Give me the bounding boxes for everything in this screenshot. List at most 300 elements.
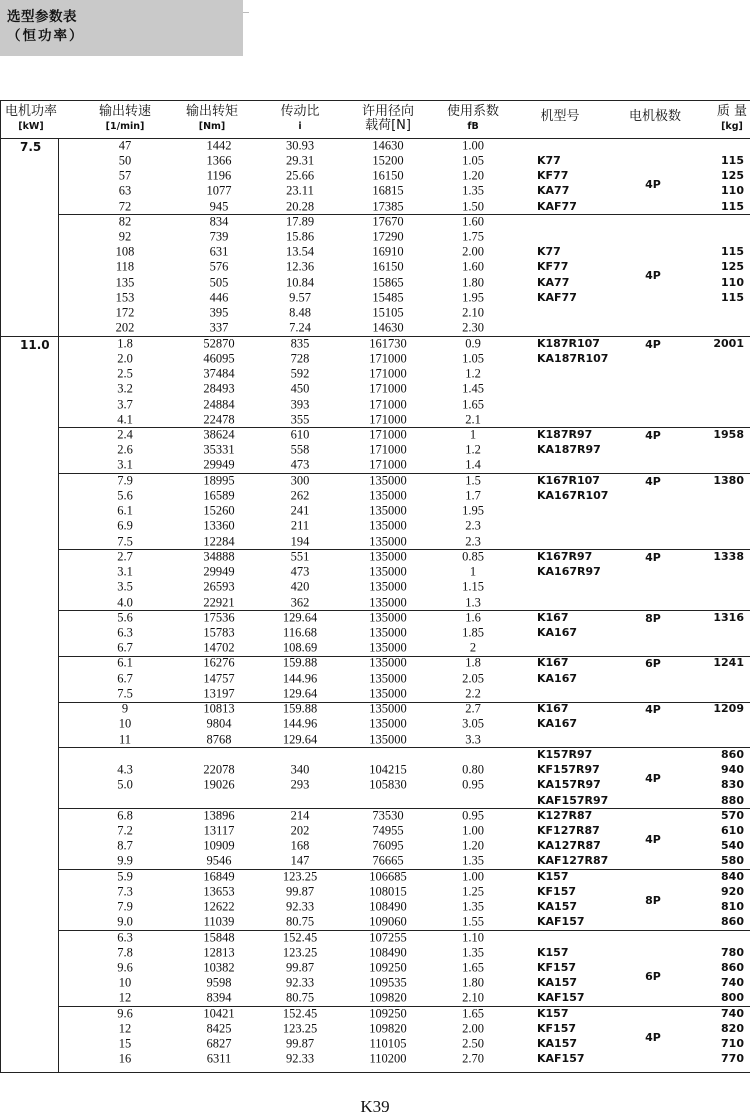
page-subtitle: （恒功率） [7,28,85,44]
table-cell: 105830 [369,777,407,792]
table-cell: 558 [290,442,310,457]
table-cell: 1.4 [465,457,481,472]
table-cell: 8768 [206,732,232,747]
table-cell: 728 [290,351,310,366]
table-cell: 50 [118,153,132,168]
table-cell: 5.6 [117,488,133,503]
table-cell: 16849 [203,869,235,884]
table-cell: 80.75 [285,990,315,1005]
table-cell: 473 [290,457,310,472]
table-cell: 300 [290,473,310,488]
table-cell: 1.5 [465,473,481,488]
table-cell: 171000 [369,427,407,442]
table-cell: 108490 [369,899,407,914]
table-cell: 945 [209,199,229,214]
table-cell: 5.0 [117,777,133,792]
table-cell: 0.9 [465,336,481,351]
column-header: 输出转速 [98,104,152,119]
table-cell: 147 [290,853,310,868]
table-cell: 13896 [203,808,235,823]
table-cell: 171000 [369,397,407,412]
table-cell: 1.75 [462,229,484,244]
table-cell: 123.25 [282,1021,318,1036]
table-cell: 171000 [369,412,407,427]
table-cell: 161730 [369,336,407,351]
model-number: KF127R87 [537,823,600,837]
table-cell: 10 [118,975,132,990]
table-cell: 13.54 [285,244,315,259]
table-cell: 241 [290,503,310,518]
table-cell: 2.1 [465,412,481,427]
table-cell: 355 [290,412,310,427]
column-header: 机型号 [540,109,580,124]
table-cell: 26593 [203,579,235,594]
table-cell: 76665 [372,853,404,868]
table-cell: 63 [118,183,132,198]
table-cell: 118 [115,259,135,274]
weight-value: 125 [721,260,744,274]
model-number: KA167 [537,625,577,639]
column-header: 电机功率 [4,104,58,119]
table-cell: 135000 [369,534,407,549]
table-cell: 92.33 [285,975,315,990]
pole-count: 4P [645,474,661,488]
table-cell: 17670 [372,214,404,229]
column-header-line2: 载荷[N] [365,118,411,133]
table-cell: 15865 [372,275,404,290]
model-number: KF77 [537,169,569,183]
table-cell: 108 [115,244,135,259]
table-cell: 610 [290,427,310,442]
table-cell: 6.3 [117,930,133,945]
model-number: KA167R107 [537,488,609,502]
column-unit: [kW] [18,121,44,132]
table-cell: 20.28 [285,199,315,214]
table-cell: 9.57 [289,290,311,305]
table-cell: 14702 [203,640,235,655]
table-cell: 14630 [372,138,404,153]
table-cell: 29949 [203,457,235,472]
table-cell: 2.4 [117,427,133,442]
table-cell: 135000 [369,732,407,747]
table-cell: 22921 [203,595,235,609]
table-cell: 202 [290,823,310,838]
table-cell: 106685 [369,869,407,884]
column-header: 质 量 [716,104,748,119]
table-cell: 1.20 [462,838,484,853]
weight-value: 810 [721,900,744,914]
pole-count: 4P [645,550,661,564]
column-header: 使用系数 [446,104,500,119]
model-number: KA127R87 [537,839,601,853]
table-cell: 14757 [203,671,235,686]
table-cell: 129.64 [282,686,318,701]
table-cell: 1.60 [462,259,484,274]
table-cell: 631 [209,244,229,259]
table-cell: 13117 [203,823,235,838]
model-number: K157 [537,869,569,883]
model-number: KA187R97 [537,443,601,457]
weight-value: 770 [721,1052,744,1066]
table-cell: 14630 [372,320,404,335]
table-cell: 6.9 [117,518,133,533]
column-unit: [Nm] [198,121,226,132]
model-number: KA77 [537,184,570,198]
table-cell: 1.20 [462,168,484,183]
table-cell: 1.35 [462,899,484,914]
model-number: KAF77 [537,199,577,213]
table-cell: 1.80 [462,275,484,290]
group-divider [58,808,750,809]
table-cell: 80.75 [285,914,315,929]
table-cell: 211 [290,518,310,533]
table-cell: 1196 [206,168,232,183]
table-cell: 135000 [369,549,407,564]
column-unit: fB [467,121,479,132]
table-cell: 135000 [369,625,407,640]
table-cell: 1.05 [462,351,484,366]
table-cell: 15485 [372,290,404,305]
table-cell: 1.00 [462,823,484,838]
table-cell: 1.2 [465,442,481,457]
weight-value: 2001 [713,336,744,350]
model-number: K167 [537,702,569,716]
table-cell: 13197 [203,686,235,701]
table-cell: 92.33 [285,1051,315,1066]
table-cell: 1.7 [465,488,481,503]
table-cell: 135000 [369,640,407,655]
kw-column-divider [58,138,59,1072]
table-cell: 1.95 [462,503,484,518]
weight-value: 860 [721,747,744,761]
model-number: KA157 [537,1037,577,1051]
table-cell: 99.87 [285,1036,315,1051]
model-number: K187R107 [537,336,600,350]
table-cell: 82 [118,214,132,229]
table-cell: 171000 [369,381,407,396]
model-number: K157 [537,1006,569,1020]
table-cell: 17385 [372,199,404,214]
pole-count: 4P [645,177,661,191]
table-cell: 107255 [369,930,407,945]
table-cell: 110200 [369,1051,407,1066]
table-cell: 1.95 [462,290,484,305]
model-number: K157R97 [537,747,593,761]
table-cell: 9546 [206,853,232,868]
model-number: KA167R97 [537,565,601,579]
table-cell: 1.00 [462,138,484,153]
table-cell: 505 [209,275,229,290]
table-cell: 52870 [203,336,235,351]
table-cell: 13653 [203,884,235,899]
table-cell: 1.10 [462,930,484,945]
page-title: 选型参数表 [7,9,77,25]
table-cell: 4.0 [117,595,133,609]
table-cell: 17.89 [285,214,315,229]
model-number: KF157 [537,884,576,898]
table-cell: 15 [118,1036,132,1051]
column-header: 许用径向 [361,104,415,119]
table-cell: 8.7 [117,838,133,853]
table-cell: 15783 [203,625,235,640]
model-number: KAF157 [537,1052,585,1066]
weight-value: 580 [721,854,744,868]
table-cell: 135000 [369,564,407,579]
table-cell: 1.05 [462,153,484,168]
table-cell: 17536 [203,610,235,625]
table-cell: 46095 [203,351,235,366]
table-cell: 2.30 [462,320,484,335]
table-cell: 8425 [206,1021,232,1036]
table-cell: 15260 [203,503,235,518]
model-number: KF77 [537,260,569,274]
table-cell: 28493 [203,381,235,396]
table-cell: 1 [469,564,477,579]
table-cell: 3.3 [465,732,481,747]
pole-count: 4P [645,832,661,846]
table-cell: 3.7 [117,397,133,412]
table-cell: 835 [290,336,310,351]
table-cell: 7.24 [289,320,311,335]
column-header: 电机极数 [628,109,682,124]
model-number: KA157R97 [537,778,601,792]
table-cell: 202 [115,320,135,335]
model-number: KAF77 [537,290,577,304]
pole-count: 8P [645,611,661,625]
table-cell: 110105 [369,1036,407,1051]
table-cell: 0.95 [462,808,484,823]
pole-count: 6P [645,657,661,671]
table-cell: 135000 [369,671,407,686]
table-cell: 37484 [203,366,235,381]
pole-count: 4P [645,1030,661,1044]
table-cell: 1.8 [465,655,481,670]
model-number: KF157 [537,961,576,975]
table-cell: 9 [121,701,129,716]
table-cell: 0.85 [462,549,484,564]
table-cell: 22478 [203,412,235,427]
table-cell: 135 [115,275,135,290]
table-cell: 13360 [203,518,235,533]
table-cell: 135000 [369,701,407,716]
weight-value: 1958 [713,427,744,441]
table-cell: 1.3 [465,595,481,609]
table-cell: 551 [290,549,310,564]
title-box [0,0,243,56]
table-cell: 38624 [203,427,235,442]
table-cell: 3.2 [117,381,133,396]
table-cell: 337 [209,320,229,335]
table-cell: 1.35 [462,945,484,960]
model-number: K77 [537,245,561,259]
table-cell: 159.88 [282,655,318,670]
model-number: KA157 [537,900,577,914]
power-value: 7.5 [20,140,42,154]
table-cell: 168 [290,838,310,853]
table-cell: 6.7 [117,640,133,655]
weight-value: 860 [721,961,744,975]
table-cell: 171000 [369,366,407,381]
weight-value: 820 [721,1021,744,1035]
table-cell: 1.85 [462,625,484,640]
weight-value: 780 [721,945,744,959]
table-cell: 0.95 [462,777,484,792]
table-cell: 19026 [203,777,235,792]
table-cell: 12 [118,990,132,1005]
model-number: K77 [537,153,561,167]
table-cell: 393 [290,397,310,412]
table-cell: 6311 [206,1051,232,1066]
table-cell: 99.87 [285,884,315,899]
table-cell: 6.7 [117,671,133,686]
table-cell: 10.84 [285,275,315,290]
table-cell: 9598 [206,975,232,990]
table-cell: 109060 [369,914,407,929]
table-cell: 1.65 [462,397,484,412]
model-number: KF157R97 [537,763,600,777]
table-cell: 12284 [203,534,235,549]
table-cell: 2 [469,640,477,655]
table-cell: 29949 [203,564,235,579]
table-cell: 171000 [369,442,407,457]
table-cell: 2.0 [117,351,133,366]
model-number: K167R107 [537,473,600,487]
weight-value: 540 [721,839,744,853]
table-cell: 420 [290,579,310,594]
table-cell: 144.96 [282,671,318,686]
table-cell: 6827 [206,1036,232,1051]
top-divider [243,12,249,13]
table-cell: 135000 [369,579,407,594]
table-cell: 2.05 [462,671,484,686]
table-cell: 23.11 [286,183,314,198]
table-cell: 153 [115,290,135,305]
pole-count: 8P [645,893,661,907]
table-cell: 1.2 [465,366,481,381]
table-cell: 57 [118,168,132,183]
table-cell: 1.15 [462,579,484,594]
model-number: K167R97 [537,549,593,563]
table-cell: 25.66 [285,168,315,183]
weight-value: 110 [721,275,744,289]
weight-value: 880 [721,793,744,807]
table-top-border [0,100,750,101]
weight-value: 1241 [713,656,744,670]
weight-value: 115 [721,245,744,259]
model-number: KF157 [537,1021,576,1035]
weight-value: 840 [721,869,744,883]
table-cell: 1 [469,427,477,442]
table-cell: 1.25 [462,884,484,899]
model-number: KA167 [537,671,577,685]
table-cell: 262 [290,488,310,503]
weight-value: 860 [721,915,744,929]
column-unit: [1/min] [105,121,145,132]
table-cell: 11039 [203,914,235,929]
table-cell: 2.3 [465,534,481,549]
table-cell: 592 [290,366,310,381]
table-cell: 16589 [203,488,235,503]
table-cell: 6.1 [117,655,133,670]
weight-value: 830 [721,778,744,792]
model-number: KAF157 [537,915,585,929]
table-cell: 340 [290,762,310,777]
table-cell: 2.50 [462,1036,484,1051]
table-cell: 104215 [369,762,407,777]
pole-count: 4P [645,703,661,717]
table-cell: 739 [209,229,229,244]
table-cell: 152.45 [282,1006,318,1021]
table-cell: 171000 [369,457,407,472]
table-left-border [0,100,1,1072]
model-number: K187R97 [537,427,593,441]
table-cell: 214 [290,808,310,823]
table-cell: 5.9 [117,869,133,884]
table-cell: 16 [118,1051,132,1066]
table-cell: 135000 [369,473,407,488]
model-number: KA187R107 [537,351,609,365]
table-cell: 109535 [369,975,407,990]
table-cell: 135000 [369,686,407,701]
table-cell: 2.5 [117,366,133,381]
table-cell: 16150 [372,168,404,183]
table-cell: 123.25 [282,945,318,960]
weight-value: 125 [721,169,744,183]
model-number: K167 [537,656,569,670]
model-number: KA77 [537,275,570,289]
table-cell: 7.8 [117,945,133,960]
weight-value: 1209 [713,702,744,716]
table-cell: 116.68 [283,625,317,640]
weight-value: 110 [721,184,744,198]
model-number: KAF157R97 [537,793,609,807]
table-cell: 12.36 [285,259,315,274]
table-cell: 16815 [372,183,404,198]
table-cell: 2.7 [117,549,133,564]
weight-value: 740 [721,976,744,990]
table-cell: 2.7 [465,701,481,716]
table-cell: 1.80 [462,975,484,990]
weight-value: 115 [721,199,744,213]
table-cell: 15105 [372,305,404,320]
table-cell: 1.65 [462,960,484,975]
table-cell: 135000 [369,610,407,625]
table-cell: 92.33 [285,899,315,914]
table-cell: 108.69 [282,640,318,655]
model-number: K167 [537,610,569,624]
table-cell: 18995 [203,473,235,488]
table-cell: 7.2 [117,823,133,838]
weight-value: 710 [721,1037,744,1051]
table-cell: 1077 [206,183,232,198]
table-cell: 3.5 [117,579,133,594]
weight-value: 115 [721,153,744,167]
table-cell: 10909 [203,838,235,853]
table-cell: 362 [290,595,310,609]
table-cell: 74955 [372,823,404,838]
page-number: K39 [360,1097,390,1116]
table-cell: 34888 [203,549,235,564]
table-cell: 473 [290,564,310,579]
model-number: K157 [537,945,569,959]
table-cell: 109820 [369,1021,407,1036]
table-cell: 129.64 [282,610,318,625]
table-cell: 0.80 [462,762,484,777]
table-cell: 15848 [203,930,235,945]
weight-value: 740 [721,1006,744,1020]
table-cell: 2.70 [462,1051,484,1066]
table-cell: 123.25 [282,869,318,884]
